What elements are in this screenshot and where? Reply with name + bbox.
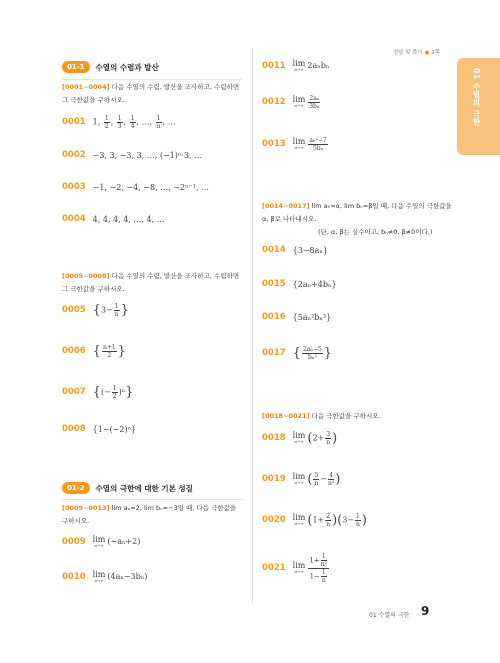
question-0007: 0007 {(− $\frac{1}{2}$ )ⁿ} (62, 384, 134, 400)
question-0003: 0003 −1, −2, −4, −8, …, −2ⁿ⁻¹, … (62, 182, 210, 192)
chapter-tab: 01 수열의 극한 (457, 58, 500, 155)
question-0006: 0006 { $\frac{n+1}{2}$ } (62, 343, 126, 359)
question-0013: 0013 lim n→∞ $\frac{\text{aₙ²−7}}{\text{5bₙ}}$ (262, 136, 327, 152)
question-0014: 0014 {3−8aₙ} (262, 245, 328, 255)
question-0019: 0019 lim n→∞ ( $\frac{5}{n}$ − $\frac{4}{\text{n²}}$ ) (262, 471, 341, 487)
question-0012: 0012 lim n→∞ $\frac{\text{2aₙ}}{\text{3bₙ}}$ (262, 94, 320, 110)
instruction-0009-0013: [0009~0013] lim aₙ=2, lim bₙ=−3일 때, 다음 극한값을 구하시오. (62, 504, 237, 525)
question-0020: 0020 lim n→∞ (1+ $\frac{2}{n}$ )(3− $\frac{1}{n}$ ) (262, 512, 367, 528)
section-header-01-2 (62, 481, 193, 495)
instruction-note: (단, α, β는 실수이고, bₙ≠0, β≠0이다.) (318, 228, 433, 236)
question-0004: 0004 4, 4, 4, 4, …, 4, … (62, 214, 165, 224)
question-0002: 0002 −3, 3, −3, 3, …, (−1)ⁿ·3, … (62, 150, 203, 160)
question-0015: 0015 {2aₙ+4bₙ} (262, 279, 337, 289)
question-0005: 0005 {3− $\frac{1}{n}$ } (62, 302, 129, 318)
question-0021: 0021 lim n→∞ 1+ $\frac{1}{\text{n²}}$ 1− $\frac{1}{n}$ (262, 552, 327, 584)
section-rule (62, 499, 244, 500)
section-header-01-1 (62, 60, 159, 74)
footer-chapter-title: 01 수열의 극한 (369, 612, 410, 619)
instruction-0018-0021: [0018~0021] 다음 극한값을 구하시오. (262, 412, 381, 420)
page-number: 9 (421, 604, 430, 618)
question-0001: 0001 1, $\frac{1}{2}$ , $\frac{1}{3}$ , $\frac{1}{4}$ , …, $\frac{1}{n}$ , … (62, 114, 176, 130)
question-0010: 0010 lim n→∞ (4aₙ−3bₙ) (62, 570, 148, 583)
section-rule (62, 79, 242, 80)
section-title: 수열의 극한에 대한 기본 성질 (95, 483, 193, 493)
column-divider (252, 48, 253, 603)
instruction-0001-0004: [0001~0004] 다음 수열의 수렴, 발산을 조사하고, 수렴하면 그 극한값을 구하시오. (62, 83, 240, 104)
question-0018: 0018 lim n→∞ (2+ $\frac{3}{n}$ ) (262, 430, 338, 446)
instruction-0014-0017: [0014~0017] lim aₙ=α, lim bₙ=β일 때, 다음 수열의 극한값을 α, β로 나타내시오. (262, 202, 452, 223)
page-header: 정답 및 풀이 ● 2쪽 (392, 50, 440, 56)
instruction-0005-0008: [0005~0008] 다음 수열의 수렴, 발산을 조사하고, 수렴하면 그 극한값을 구하시오. (62, 272, 240, 293)
question-0009: 0009 lim n→∞ (−aₙ+2) (62, 535, 141, 548)
section-title: 수열의 수렴과 발산 (95, 62, 159, 72)
question-0008: 0008 {1−(−2)ⁿ} (62, 424, 137, 434)
question-0011: 0011 lim n→∞ 2aₙbₙ (262, 59, 330, 72)
section-badge: 01-2 (62, 482, 90, 494)
question-0016: 0016 {5aₙ²bₙ³} (262, 312, 332, 322)
section-badge: 01-1 (62, 61, 90, 73)
question-0017: 0017 { $\frac{\text{2aₙ−5}}{\text{bₙ²}}$ } (262, 345, 333, 361)
